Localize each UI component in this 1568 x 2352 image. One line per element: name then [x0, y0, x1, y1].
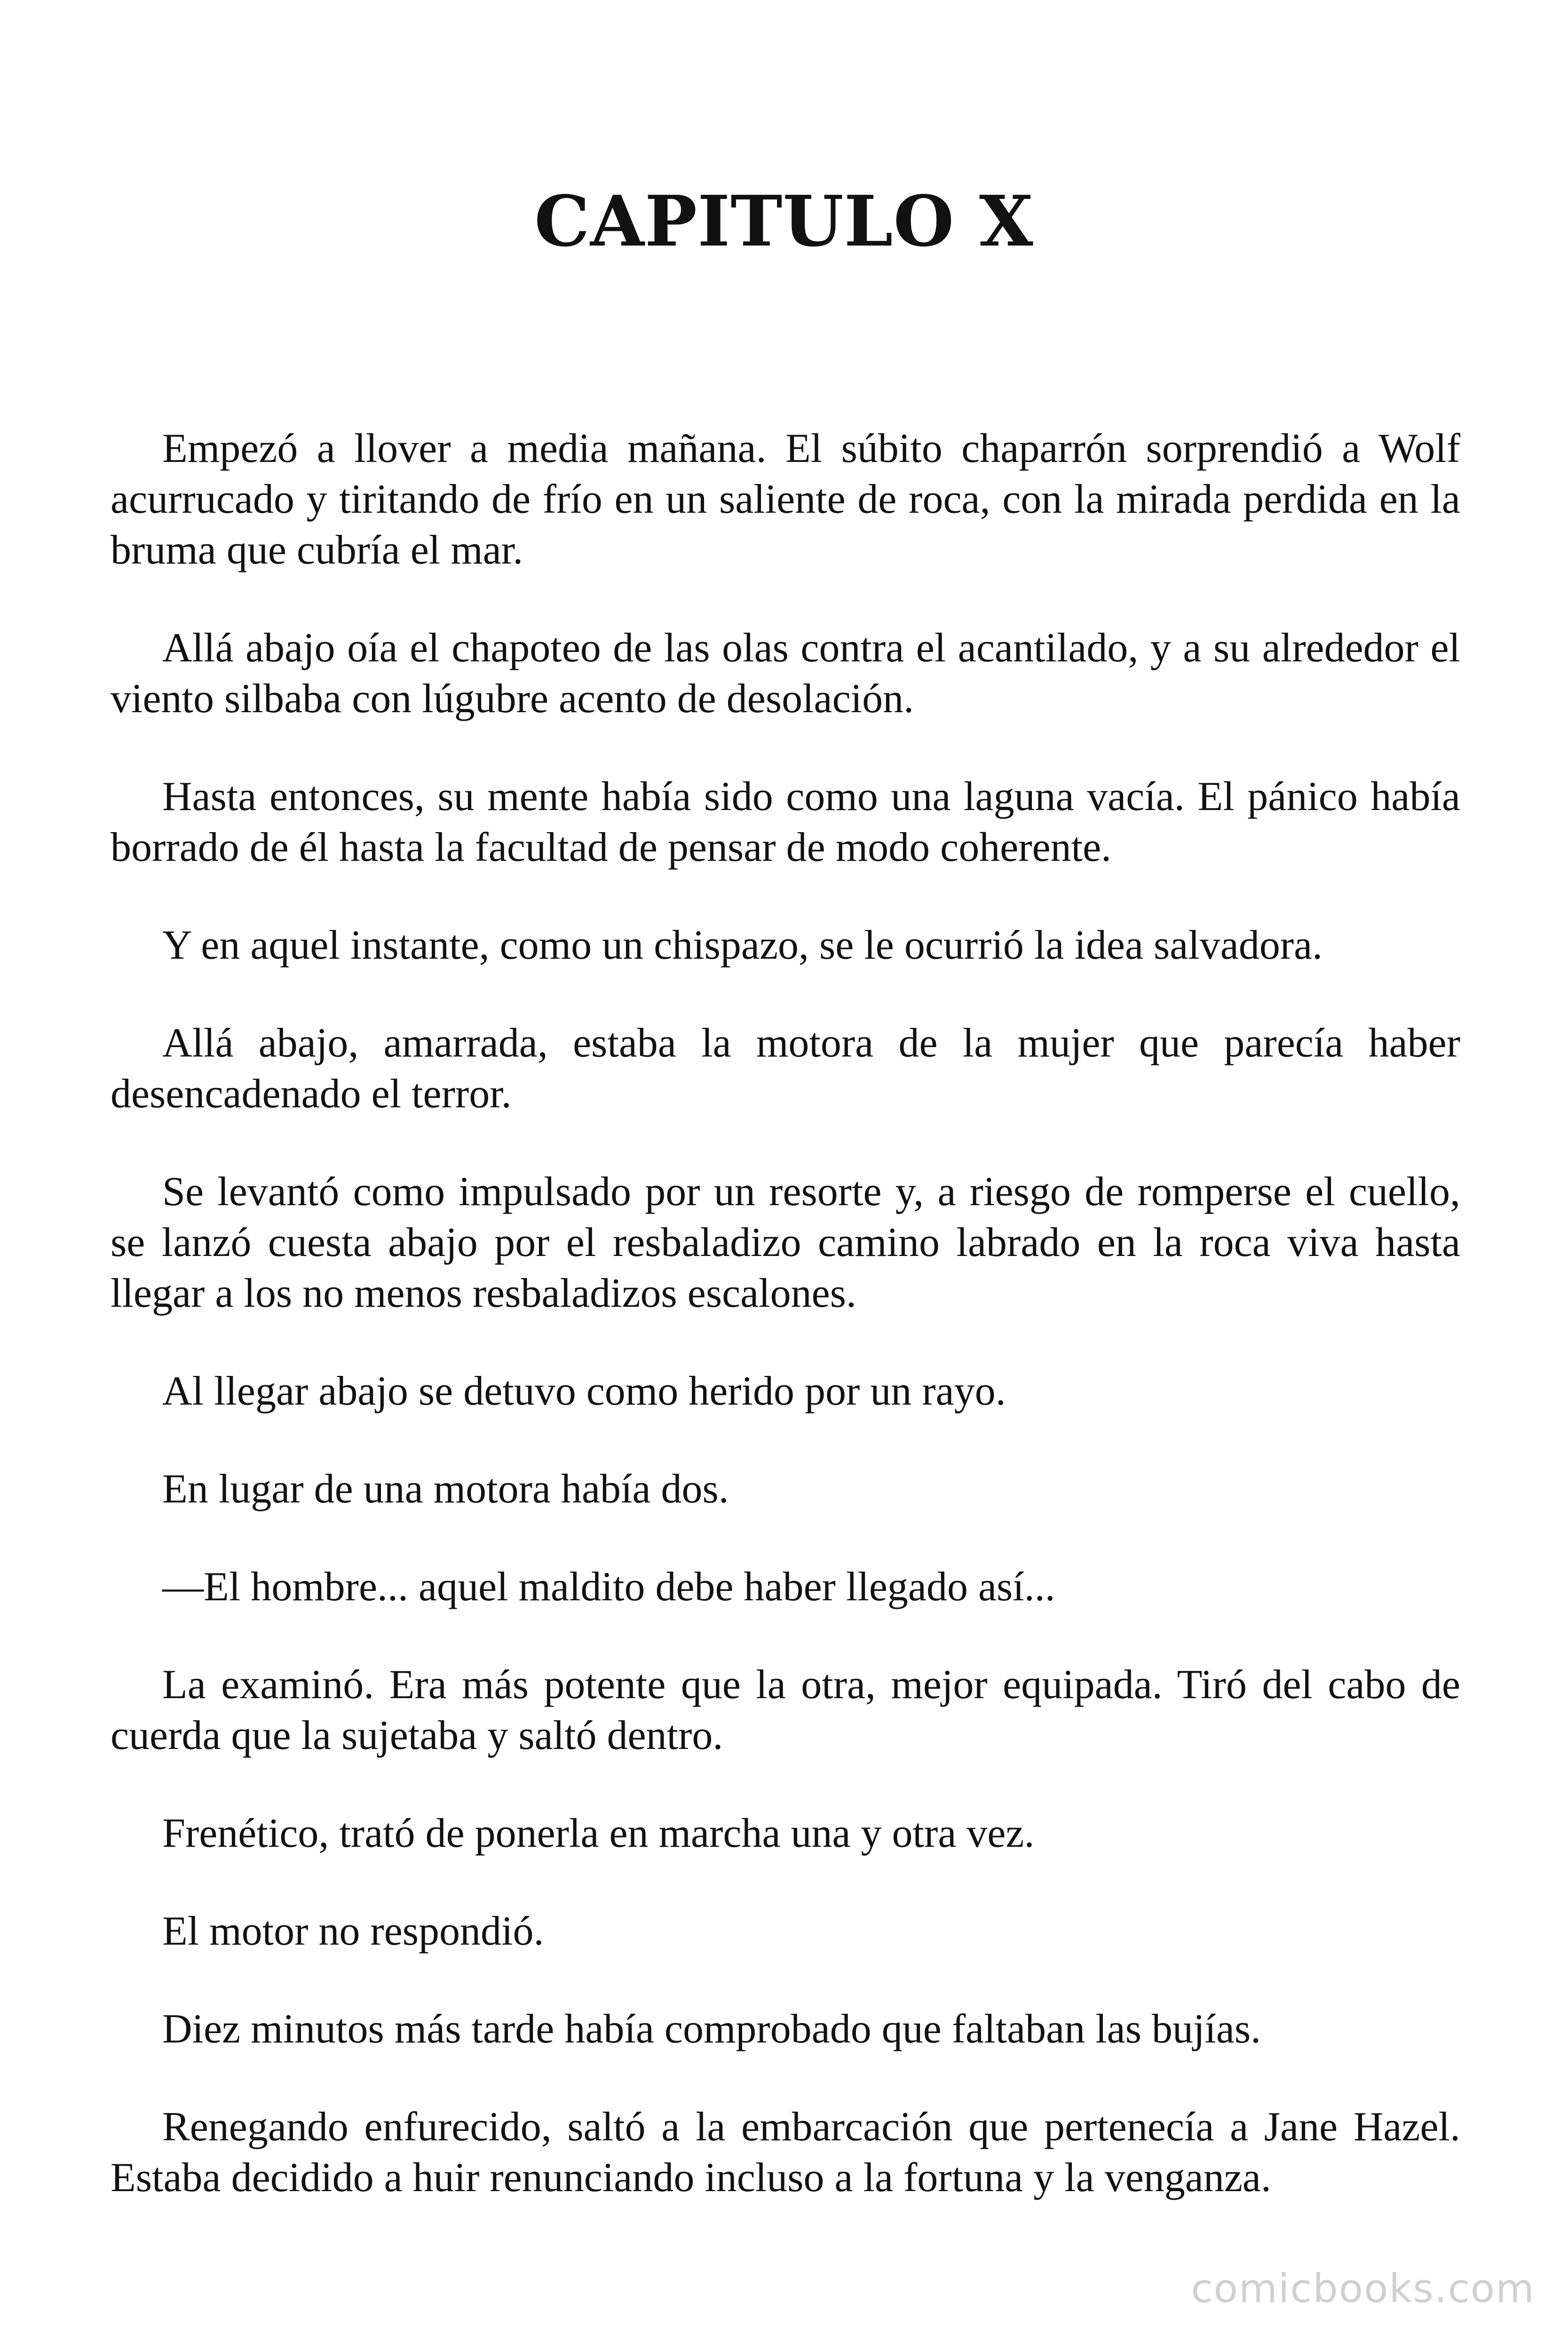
- paragraph: Allá abajo oía el chapoteo de las olas contra el acantilado, y a su alrededor el viento silbaba con lúgubre acento de desolación.: [111, 625, 1460, 722]
- paragraph: Hasta entonces, su mente había sido como una laguna vacía. El pánico había borrado de él hasta la facultad de pensar de modo coherente.: [111, 774, 1460, 870]
- paragraph: Diez minutos más tarde había comprobado que faltaban las bujías.: [162, 2006, 1261, 2052]
- paragraph: —El hombre... aquel maldito debe haber llegado así...: [162, 1564, 1055, 1610]
- paragraph: Y en aquel instante, como un chispazo, se le ocurrió la idea salvadora.: [162, 922, 1323, 968]
- chapter-title: CAPITULO X: [534, 180, 1034, 262]
- paragraph: Renegando enfurecido, saltó a la embarcación que pertenecía a Jane Hazel. Estaba decidido a huir renunciando incluso a la fortuna y la venganza.: [111, 2104, 1460, 2201]
- paragraph: Se levantó como impulsado por un resorte y, a riesgo de romperse el cuello, se lanzó cuesta abajo por el resbaladizo camino labrado en la roca viva hasta llegar a los no menos resbaladizos escalones.: [111, 1169, 1460, 1316]
- paragraph: El motor no respondió.: [162, 1908, 544, 1954]
- paragraph: Frenético, trató de ponerla en marcha una y otra vez.: [162, 1811, 1035, 1856]
- paragraph: La examinó. Era más potente que la otra, mejor equipada. Tiró del cabo de cuerda que la sujetaba y saltó dentro.: [111, 1662, 1460, 1758]
- watermark: comicbooks.com: [1191, 2265, 1535, 2312]
- paragraph: En lugar de una motora había dos.: [162, 1466, 729, 1512]
- paragraph: Allá abajo, amarrada, estaba la motora de la mujer que parecía haber desencadenado el terror.: [111, 1020, 1460, 1117]
- paragraph: Empezó a llover a media mañana. El súbito chaparrón sorprendió a Wolf acurrucado y tiritando de frío en un saliente de roca, con la mirada perdida en la bruma que cubría el mar.: [111, 426, 1460, 573]
- chapter-body: [111, 423, 1460, 2203]
- paragraph: Al llegar abajo se detuvo como herido por un rayo.: [162, 1368, 1006, 1414]
